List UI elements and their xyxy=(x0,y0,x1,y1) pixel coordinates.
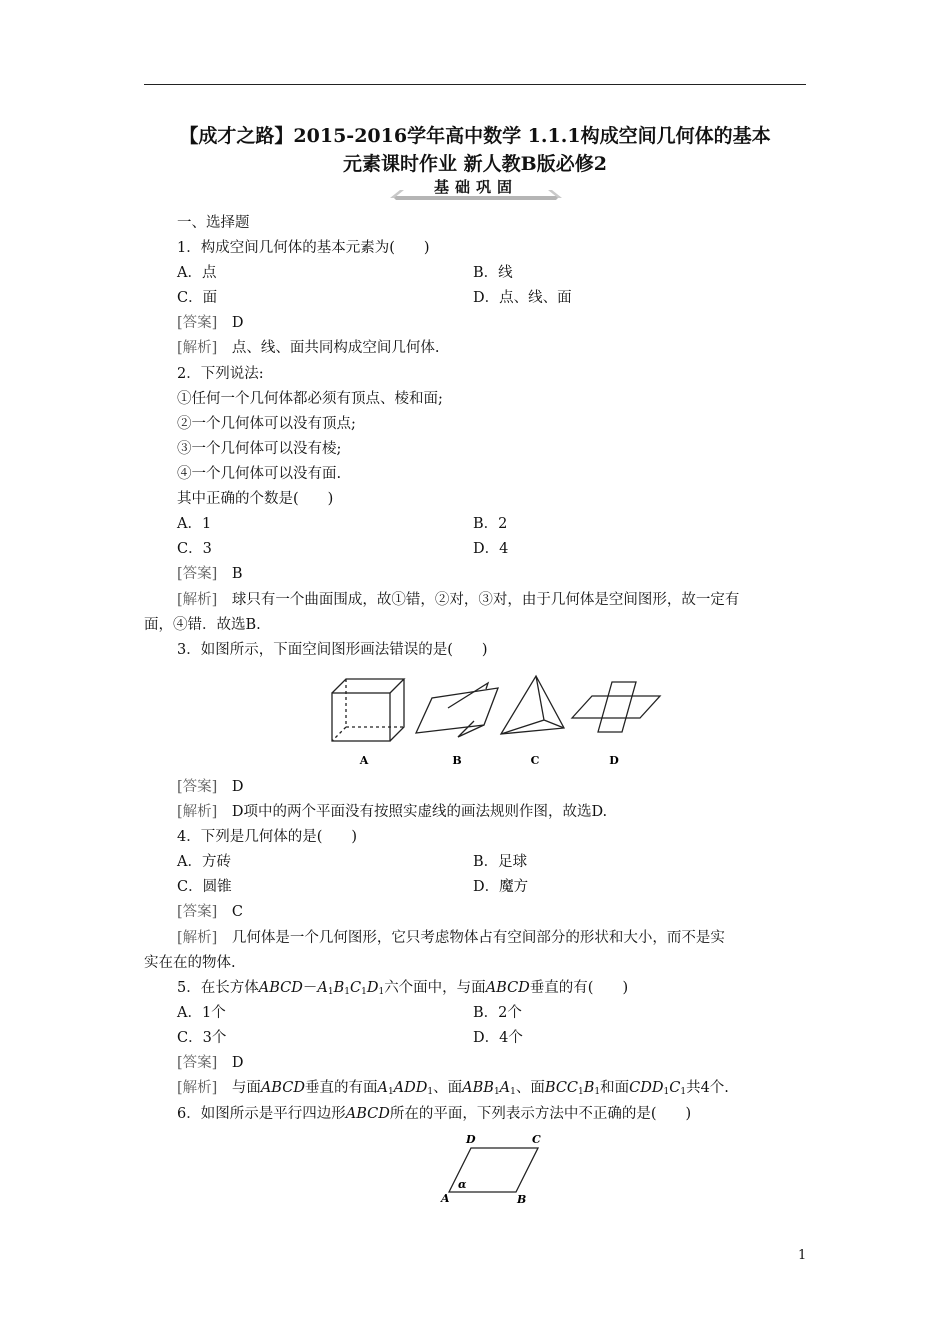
analysis-tag: [解析] xyxy=(177,804,218,820)
q6-parallelogram-figure xyxy=(436,1130,556,1210)
q3-analysis-text: D项中的两个平面没有按照实虚线的画法规则作图，故选D. xyxy=(231,804,608,820)
q5-face2-b: A xyxy=(499,1080,511,1096)
q4-option-c: C．圆锥 xyxy=(177,879,232,895)
q5-face3-a: BCC xyxy=(544,1080,579,1096)
subscript: 1 xyxy=(680,1087,687,1097)
q1-answer xyxy=(177,313,243,333)
q5-and: 和面 xyxy=(600,1080,630,1096)
analysis-tag: [解析] xyxy=(177,1080,218,1096)
q5-face-name: ABCD xyxy=(485,980,530,996)
q5-analysis-face: ABCD xyxy=(260,1080,305,1096)
subscript: 1 xyxy=(327,987,334,997)
section-heading: 一、选择题 xyxy=(177,215,250,231)
plane-label-alpha: α xyxy=(458,1178,467,1191)
vertex-label-b: B xyxy=(517,1193,527,1206)
q2-analysis-line2: 面，④错．故选B. xyxy=(144,617,261,633)
q5-analysis xyxy=(177,1078,729,1102)
q5-analysis-end: 共4个. xyxy=(686,1080,729,1096)
subscript: 1 xyxy=(510,1087,516,1097)
subscript: 1 xyxy=(493,1087,500,1097)
q4-option-d: D．魔方 xyxy=(473,879,529,895)
q5-option-d: D．4个 xyxy=(473,1030,523,1046)
q1-analysis xyxy=(177,338,439,358)
q5-face1-a: A xyxy=(377,1080,388,1096)
figure-label-c: C xyxy=(530,754,540,767)
figure-label-d: D xyxy=(609,754,619,767)
q2-stem: 2．下列说法: xyxy=(177,366,264,382)
q5-stem-pre: 5．在长方体 xyxy=(177,980,259,996)
subscript: 1 xyxy=(378,987,385,997)
analysis-tag: [解析] xyxy=(177,340,218,356)
q5-stem-post: 垂直的有( ) xyxy=(529,980,629,996)
figure-d-intersecting-planes xyxy=(572,682,660,732)
q1-answer-value: D xyxy=(231,315,244,331)
q5-stem xyxy=(177,978,628,1002)
q2-answer-value: B xyxy=(231,566,243,582)
q5-vertex-d1: D xyxy=(366,980,379,996)
figure-label-b: B xyxy=(452,754,462,767)
answer-tag: [答案] xyxy=(177,566,218,582)
q5-vertex-a1: A xyxy=(317,980,328,996)
q2-analysis-text1: 球只有一个曲面围成，故①错，②对，③对，由于几何体是空间图形，故一定有 xyxy=(231,592,740,608)
subscript: 1 xyxy=(663,1087,670,1097)
document-title-line1: 【成才之路】2015-2016学年高中数学 1.1.1构成空间几何体的基本 xyxy=(179,125,771,147)
figure-b-planes xyxy=(416,683,498,737)
q3-answer xyxy=(177,777,243,797)
q5-answer xyxy=(177,1053,243,1073)
q1-option-b: B．线 xyxy=(473,265,513,281)
vertex-label-c: C xyxy=(532,1133,541,1146)
q5-face3-b: B xyxy=(583,1080,595,1096)
q5-vertex-c1: C xyxy=(349,980,362,996)
q1-analysis-text: 点、线、面共同构成空间几何体. xyxy=(231,340,440,356)
subscript: 1 xyxy=(344,987,350,997)
figure-a-cuboid xyxy=(332,679,404,741)
subscript: 1 xyxy=(578,1087,584,1097)
q2-option-d: D．4 xyxy=(473,541,509,557)
answer-tag: [答案] xyxy=(177,1055,218,1071)
q5-answer-value: D xyxy=(231,1055,244,1071)
q1-option-c: C．面 xyxy=(177,290,218,306)
vertex-label-d: D xyxy=(466,1133,476,1146)
q2-option-c: C．3 xyxy=(177,541,212,557)
q1-option-a: A．点 xyxy=(177,265,217,281)
q6-stem-post: 所在的平面，下列表示方法中不正确的是( ) xyxy=(389,1106,692,1122)
analysis-tag: [解析] xyxy=(177,930,218,946)
subscript: 1 xyxy=(361,987,367,997)
q5-dash: － xyxy=(302,980,318,996)
answer-tag: [答案] xyxy=(177,315,218,331)
q4-analysis-line1 xyxy=(177,928,725,948)
q3-figure xyxy=(320,670,670,770)
q2-statement-4: ④一个几何体可以没有面. xyxy=(177,466,342,482)
figure-c-tetrahedron xyxy=(501,676,564,734)
subscript: 1 xyxy=(427,1087,434,1097)
q5-vertex-b1: B xyxy=(333,980,345,996)
answer-tag: [答案] xyxy=(177,904,218,920)
document-title-line2: 元素课时作业 新人教B版必修2 xyxy=(343,153,607,175)
q2-option-b: B．2 xyxy=(473,516,508,532)
q5-sep: 、面 xyxy=(433,1080,463,1096)
q5-face2-a: ABB xyxy=(462,1080,494,1096)
q5-option-a: A．1个 xyxy=(177,1005,226,1021)
q2-statement-1: ①任何一个几何体都必须有顶点、棱和面; xyxy=(177,391,443,407)
figure-label-a: A xyxy=(359,754,369,767)
q4-answer-value: C xyxy=(231,904,243,920)
q1-stem: 1．构成空间几何体的基本元素为( ) xyxy=(177,240,430,256)
q6-parallelogram-name: ABCD xyxy=(345,1106,390,1122)
q4-option-b: B．足球 xyxy=(473,854,528,870)
q5-analysis-pre: 与面 xyxy=(231,1080,261,1096)
q2-statement-3: ③一个几何体可以没有棱; xyxy=(177,441,342,457)
q2-ask: 其中正确的个数是( ) xyxy=(177,491,334,507)
subscript: 1 xyxy=(387,1087,394,1097)
banner-text: 基础巩固 xyxy=(433,178,518,196)
q2-answer xyxy=(177,564,242,584)
q6-stem xyxy=(177,1104,691,1124)
q4-analysis-text1: 几何体是一个几何图形，它只考虑物体占有空间部分的形状和大小，而不是实 xyxy=(231,930,725,946)
q5-option-b: B．2个 xyxy=(473,1005,522,1021)
q2-statement-2: ②一个几何体可以没有顶点; xyxy=(177,416,356,432)
q4-answer xyxy=(177,902,243,922)
q2-option-a: A．1 xyxy=(177,516,212,532)
q3-answer-value: D xyxy=(231,779,244,795)
section-banner xyxy=(386,176,566,202)
q5-analysis-mid: 垂直的有面 xyxy=(304,1080,378,1096)
page-number: 1 xyxy=(798,1248,807,1263)
q5-option-c: C．3个 xyxy=(177,1030,227,1046)
q2-analysis-line1 xyxy=(177,590,739,610)
answer-tag: [答案] xyxy=(177,779,218,795)
q5-face4-b: C xyxy=(669,1080,681,1096)
q5-face1-b: ADD xyxy=(393,1080,428,1096)
subscript: 1 xyxy=(594,1087,601,1097)
q6-stem-pre: 6．如图所示是平行四边形 xyxy=(177,1106,346,1122)
q4-stem: 4．下列是几何体的是( ) xyxy=(177,829,358,845)
q3-analysis xyxy=(177,802,607,822)
header-rule xyxy=(144,84,806,85)
vertex-label-a: A xyxy=(441,1192,450,1205)
q5-face4-a: CDD xyxy=(629,1080,664,1096)
q5-sep: 、面 xyxy=(515,1080,545,1096)
q4-option-a: A．方砖 xyxy=(177,854,231,870)
analysis-tag: [解析] xyxy=(177,592,218,608)
q4-analysis-line2: 实在在的物体. xyxy=(144,955,236,971)
q3-stem: 3．如图所示，下面空间图形画法错误的是( ) xyxy=(177,642,488,658)
q1-option-d: D．点、线、面 xyxy=(473,290,572,306)
q5-box-name: ABCD xyxy=(258,980,303,996)
q5-stem-mid: 六个面中，与面 xyxy=(384,980,486,996)
